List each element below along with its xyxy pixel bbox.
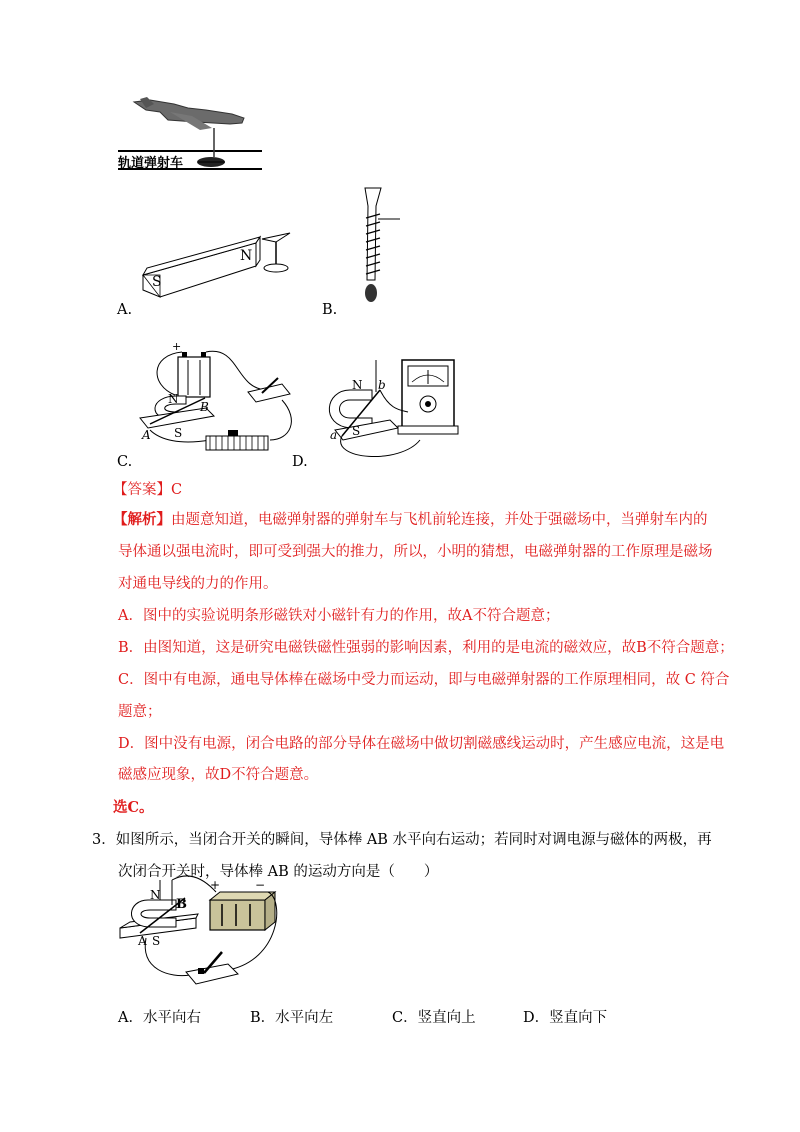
pole-s-label: S: [152, 934, 161, 948]
track-label: 轨道弹射车: [118, 156, 184, 171]
point-a-label: A: [138, 934, 147, 948]
point-b-label: B: [200, 400, 209, 414]
option-d[interactable]: D．竖直向下: [523, 1010, 608, 1026]
point-a-label: A: [142, 428, 151, 442]
option-d-label: D.: [292, 454, 308, 470]
pole-s-label: S: [352, 424, 361, 438]
option-c-label: C.: [117, 454, 133, 470]
analysis-line-2: 导体通以强电流时，即可受到强大的推力，所以，小明的猜想，电磁弹射器的工作原理是磁场: [118, 544, 713, 560]
pole-s-label: S: [152, 274, 162, 290]
pole-n-label: N: [240, 248, 253, 264]
analysis-line-6: C．图中有电源，通电导体棒在磁场中受力而运动，即与电磁弹射器的工作原理相同，故 C 符合: [118, 672, 730, 688]
point-b-label: b: [378, 378, 386, 392]
analysis-text: 由题意知道，电磁弹射器的弹射车与飞机前轮连接，并处于强磁场中，当弹射车内的: [171, 512, 708, 528]
pole-n-label: N: [150, 888, 161, 902]
analysis-line-9: 磁感应现象，故D不符合题意。: [118, 767, 319, 783]
analysis-tag: 【解析】: [113, 511, 171, 528]
answer-label: 【答案】C: [113, 482, 183, 498]
plus-label: +: [172, 340, 182, 353]
analysis-line-5: B．由图知道，这是研究电磁铁磁性强弱的影响因素，利用的是电流的磁效应，故B不符合题意；: [118, 640, 734, 656]
plus-label: +: [210, 878, 221, 892]
pole-n-label: N: [352, 378, 363, 392]
pole-s-label: S: [174, 426, 183, 440]
option-b[interactable]: B．水平向左: [250, 1010, 334, 1026]
analysis-line-7: 题意；: [118, 704, 162, 720]
option-a-label: A.: [117, 302, 133, 318]
analysis-line-4: A．图中的实验说明条形磁铁对小磁针有力的作用，故A不符合题意；: [118, 608, 560, 624]
point-a-label: a: [330, 428, 338, 442]
option-b-label: B.: [322, 302, 338, 318]
question-3-line-2: 次闭合开关时，导体棒 AB 的运动方向是（ ）: [118, 864, 439, 880]
option-c[interactable]: C．竖直向上: [392, 1010, 476, 1026]
question-3-line-1: 3．如图所示，当闭合开关的瞬间，导体棒 AB 水平向右运动；若同时对调电源与磁体的两极，再: [92, 832, 712, 848]
analysis-conclusion: 选C。: [113, 799, 154, 816]
point-b-label: B: [176, 897, 187, 912]
analysis-line-3: 对通电导线的力的作用。: [118, 576, 278, 592]
option-a[interactable]: A．水平向右: [118, 1010, 201, 1026]
pole-n-label: N: [168, 392, 179, 406]
minus-label: −: [255, 878, 266, 892]
analysis-line-8: D．图中没有电源，闭合电路的部分导体在磁场中做切割磁感线运动时，产生感应电流，这是电: [118, 736, 725, 752]
